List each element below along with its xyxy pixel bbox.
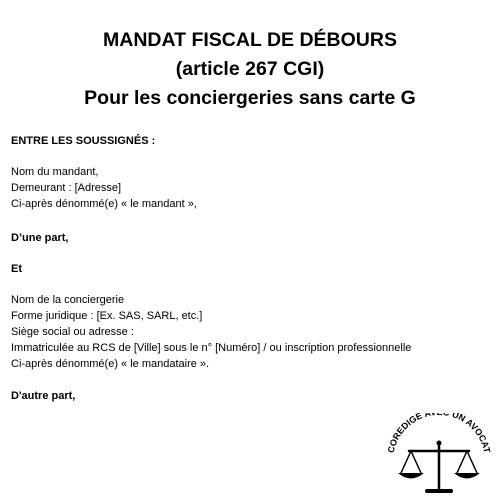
title-line-3: Pour les conciergeries sans carte G	[84, 87, 416, 109]
mandant-name: Nom du mandant,	[11, 166, 99, 178]
mandataire-registration: Immatriculée au RCS de [Ville] sous le n° [Numéro] / ou inscription professionnelle	[11, 342, 412, 354]
mandant-address: Demeurant : [Adresse]	[11, 182, 122, 194]
mandant-designation: Ci-après dénommé(e) « le mandant »,	[11, 198, 197, 210]
lawyer-stamp	[383, 413, 495, 498]
title-line-2: (article 267 CGI)	[175, 58, 325, 80]
parties-heading: ENTRE LES SOUSSIGNÉS :	[11, 135, 156, 147]
second-party-label: D'autre part,	[11, 390, 76, 402]
and-label: Et	[11, 263, 22, 275]
first-party-label: D’une part,	[11, 232, 69, 244]
mandataire-address: Siège social ou adresse :	[11, 326, 134, 338]
scales-of-justice-icon	[383, 413, 495, 498]
mandataire-name: Nom de la conciergerie	[11, 294, 125, 306]
document-title	[0, 26, 500, 113]
mandataire-legal-form: Forme juridique : [Ex. SAS, SARL, etc.]	[11, 310, 203, 322]
mandataire-designation: Ci-après dénommé(e) « le mandataire ».	[11, 358, 210, 370]
stamp-text: COREDIGE A UN AVOCAT	[385, 413, 493, 454]
title-line-1: MANDAT FISCAL DE DÉBOURS	[103, 29, 397, 51]
